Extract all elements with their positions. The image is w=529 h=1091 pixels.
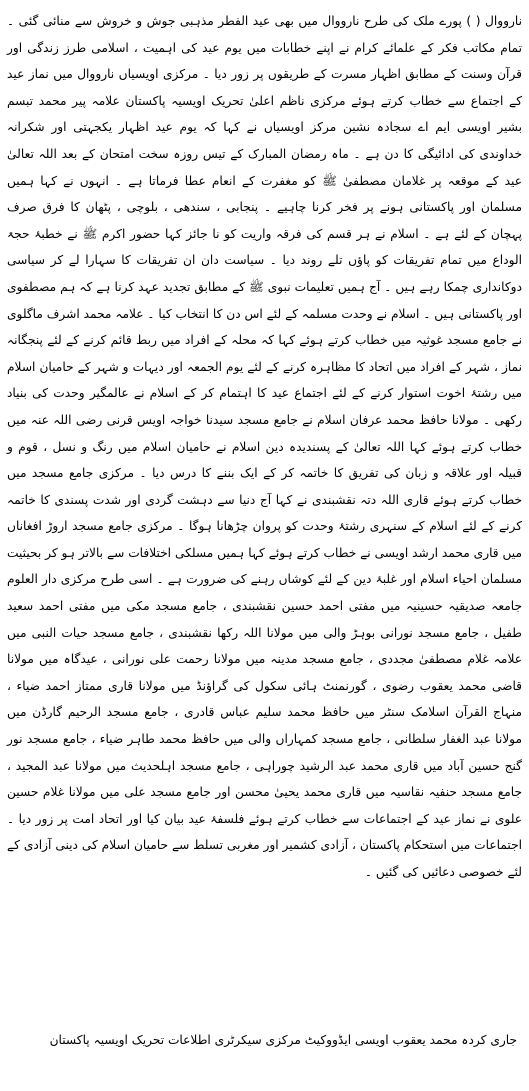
issuer-footer: جاری کردہ محمد یعقوب اویسی ایڈووکیٹ مرکزی سیکرٹری اطلاعات تحریک اویسیہ پاکستان bbox=[49, 1033, 517, 1047]
article-body: نارووال ( ) پورے ملک کی طرح نارووال میں بھی عید الفطر مذہبی جوش و خروش سے منائی گئی ۔ تمام مکاتب فکر کے علمائے کرام نے اپنے خطابات میں یوم عید کی اہمیت ، اسلامی طرز زندگی اور قرآن وسنت کے مطابق اظہار مسرت کے طریقوں پر زور دیا ۔ مرکزی اویسیاں نارووال میں نماز عید کے اجتماع سے خطاب کرتے ہوئے مرکزی ناظم اعلیٰ تحریک اویسیہ پاکستان علامہ پیر محمد تبسم بشیر اویسی ایم اے سجادہ نشین مرکز اویسیاں نے کہا کہ یوم عید اظہار یکجہتی اور شکرانہ خداوندی کی ادائیگی کا دن ہے ۔ ماہ رمضان المبارک کے تیس روزہ سخت امتحان کے بعد اللہ تعالیٰ عید کے موقعہ پر غلامان مصطفیٰ ﷺ کو مغفرت کے انعام عطا فرماتا ہے ۔ انہوں نے کہا ہمیں مسلمان اور پاکستانی ہونے پر فخر کرنا چاہیے ۔ پنجابی ، سندھی ، بلوچی ، پٹھان کا فرق صرف پہچان کے لئے ہے ۔ اسلام نے ہر قسم کی فرقہ واریت کو نا جائز کہا حضور اکرم ﷺ نے خطبۂ حجۃ الوداع میں تمام تفریقات کو پاؤں تلے روند دیا ۔ سیاست دان ان تفریقات کا سہارا لے کر سیاسی دوکانداری چمکا رہے ہیں ۔ آج ہمیں تعلیمات نبوی ﷺ کے مطابق تجدید عہد کرنا ہے کہ ہم مصطفوی اور پاکستانی ہیں ۔ اسلام نے وحدت مسلمہ کے لئے اس دن کا انتخاب کیا ۔ علامہ محمد اشرف ماگلوی نے جامع مسجد غوثیہ میں خطاب کرتے ہوئے کہا کہ محلہ کے افراد میں ربط قائم کرنے کے لئے پنجگانہ نماز ، شہر کے افراد میں اتحاد کا مظاہرہ کرنے کے لئے یوم الجمعہ اور دیہات و شہر کے حامیان اسلام میں رشتۂ اخوت استوار کرنے کے لئے اجتماع عید کا اہتمام کر کے اسلام نے عالمگیر وحدت کی بنیاد رکھی ۔ مولانا حافظ محمد عرفان اسلام نے جامع مسجد سیدنا خواجہ اویس قرنی رضی اللہ عنہ میں خطاب کرتے ہوئے کہا اللہ تعالیٰ کے پسندیدہ دین اسلام نے حامیان اسلام میں رنگ و نسل ، قوم و قبیلہ اور علاقہ و زبان کی تفریق کا خاتمہ کر کے ایک بننے کا درس دیا ۔ مرکزی جامع مسجد میں خطاب کرتے ہوئے قاری اللہ دتہ نقشبندی نے کہا آج دنیا سے دہشت گردی اور شدت پسندی کا خاتمہ کرنے کے لئے اسلام کے سنہری رشتۂ وحدت کو پروان چڑھانا ہوگا ۔ مرکزی جامع مسجد اروڑ افغاناں میں قاری محمد ارشد اویسی نے خطاب کرتے ہوئے کہا ہمیں مسلکی اختلافات سے بالاتر ہو کر بحیثیت مسلمان احیاء اسلام اور غلبۂ دین کے لئے کوشاں رہنے کی ضرورت ہے ۔ اسی طرح مرکزی دار العلوم جامعہ صدیقیہ حسینیہ میں مفتی احمد حسین نقشبندی ، جامع مسجد مکی میں مفتی احمد سعید طفیل ، جامع مسجد نورانی بوہڑ والی میں مولانا اللہ رکھا نقشبندی ، جامع مسجد حیات النبی میں علامہ غلام مصطفیٰ مجددی ، جامع مسجد مدینہ میں مولانا رحمت علی نورانی ، عیدگاہ میں مولانا قاضی محمد یعقوب رضوی ، گورنمنٹ ہائی سکول کی گراؤنڈ میں مولانا قاری ممتاز احمد ضیاء ، منہاج القرآن اسلامک سنٹر میں حافظ محمد سلیم عباس قادری ، جامع مسجد الرحیم گارڈن میں مولانا عبد الغفار سلطانی ، جامع مسجد کمہاراں والی میں حافظ محمد طاہر ضیاء ، جامع مسجد نور گنج حسین آباد میں قاری محمد عبد الرشید چوراہی ، جامع مسجد اہلحدیث میں مولانا عبد المجید ، جامع مسجد حنفیہ نقاسیہ میں قاری محمد یحییٰ محسن اور جامع مسجد علی میں مولانا غلام حسین علوی نے نماز عید کے اجتماعات سے خطاب کرتے ہوئے فلسفۂ عید بیان کیا اور اتحاد امت پر زور دیا ۔ اجتماعات میں استحکام پاکستان ، آزادی کشمیر اور مغربی تسلط سے حامیان اسلام کی دینی آزادی کے لئے خصوصی دعائیں کی گئیں ۔ bbox=[7, 14, 522, 879]
